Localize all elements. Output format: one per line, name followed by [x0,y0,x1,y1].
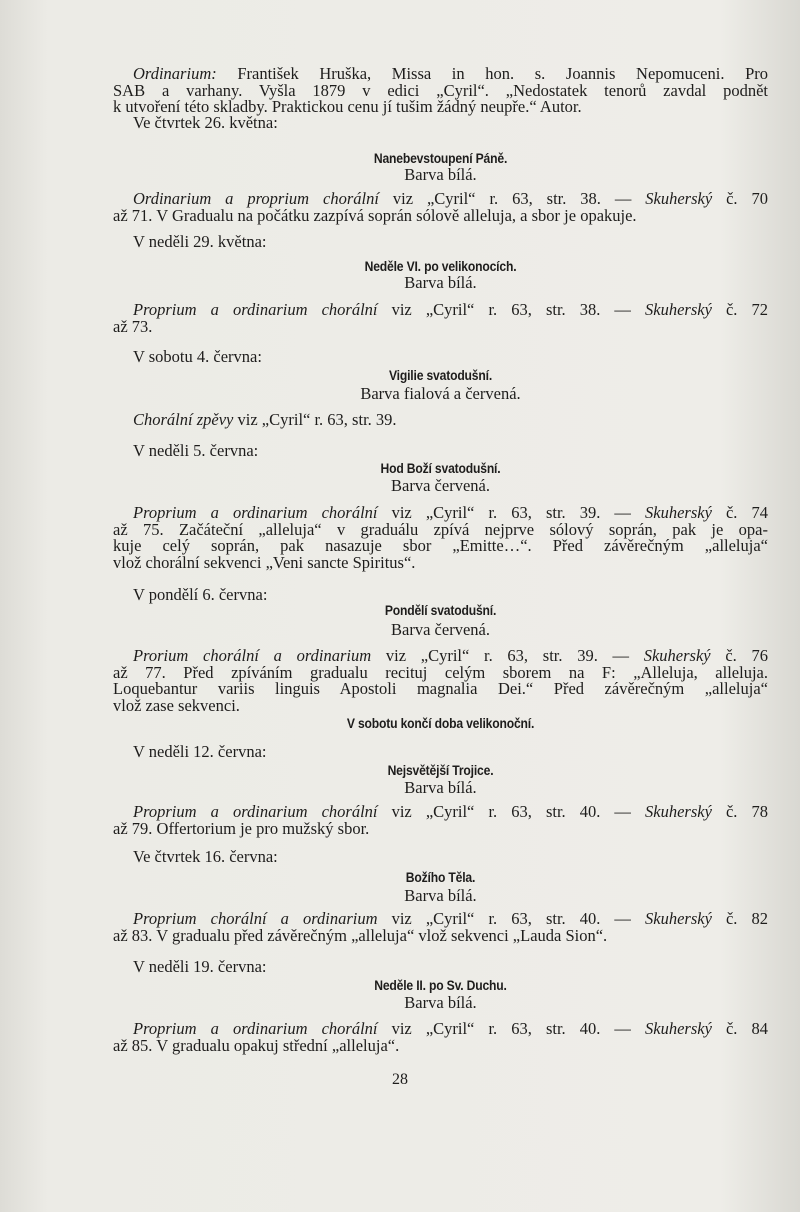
text: Božího Těla. [405,870,476,885]
text: Barva bílá. [404,886,477,905]
text-line [113,780,768,797]
text-line [113,386,768,403]
page-number: 28 [392,1071,408,1088]
text: V neděli 29. května: [133,232,267,251]
liturgical-color [113,386,768,403]
date-line [113,587,768,604]
paragraph [113,804,768,837]
text: až 75. Začáteční „alleluja“ v graduálu zpívá nejprve sólový soprán, pak je opa- [113,519,768,539]
text-line [113,443,768,460]
italic-text: Ordinarium a proprium chorální [133,189,379,208]
text-line [113,167,768,184]
text-line [113,275,768,292]
text: V neděli 5. června: [133,441,259,460]
text: č. 70 [712,189,768,208]
italic-text: Skuherský [645,1019,712,1038]
paragraph [113,505,768,571]
text: až 73. [113,316,153,336]
text-line [113,349,768,366]
text-line [146,870,736,887]
text: Neděle II. po Sv. Duchu. [374,978,507,993]
italic-text: Proprium chorální a ordinarium [133,909,378,928]
italic-text: Proprium a ordinarium chorální [133,300,378,319]
text: František Hruška, Missa in hon. s. Joannis Nepomuceni. Pro [216,64,768,83]
text-line [146,603,736,620]
date-line [113,349,768,366]
text-line [113,744,768,761]
text-line [113,316,768,336]
text: Barva bílá. [404,993,477,1012]
feast-heading [113,870,768,887]
italic-text: Prorium chorální a ordinarium [133,646,372,665]
text-line [113,1035,768,1055]
italic-text: Skuherský [645,300,712,319]
italic-text: Skuherský [645,503,712,522]
feast-heading [113,368,768,385]
paragraph [113,648,768,714]
text: až 79. Offertorium je pro mužský sbor. [113,818,370,838]
text-line [113,995,768,1012]
text: Nejsvětější Trojice. [387,763,494,778]
paragraph [113,412,768,429]
text: viz „Cyril“ r. 63, str. 40. — [377,1019,645,1038]
text: Barva bílá. [404,778,477,797]
text-line [146,716,736,733]
text-line [113,205,768,225]
text-line [113,302,768,319]
liturgical-color [113,167,768,184]
italic-text: Ordinarium: [133,64,217,83]
paragraph [113,302,768,335]
text-line [113,925,768,945]
text: Ve čtvrtek 16. června: [133,847,278,866]
text: viz „Cyril“ r. 63, str. 40. — [377,802,645,821]
text-line [113,412,768,429]
text: vlož chorální sekvenci „Veni sancte Spiritus“. [113,552,416,572]
text: V neděli 19. června: [133,957,267,976]
text: viz „Cyril“ r. 63, str. 39. — [371,646,644,665]
text: viz „Cyril“ r. 63, str. 38. — [378,189,646,208]
text-line [113,849,768,866]
text: viz „Cyril“ r. 63, str. 39. [233,410,397,429]
text: V sobotu 4. června: [133,347,262,366]
paragraph [113,191,768,224]
italic-text: Skuherský [645,189,713,208]
text: až 77. Před zpíváním gradualu recituj celým sborem na F: „Alleluja, alleluja. [113,662,768,682]
text: viz „Cyril“ r. 63, str. 39. — [377,503,645,522]
text-line [113,888,768,905]
text: až 83. V gradualu před závěrečným „alleluja“ vlož sekvenci „Lauda Sion“. [113,925,608,945]
text: Hod Boží svatodušní. [380,461,501,476]
date-line [113,115,768,132]
text: Barva fialová a červená. [360,384,521,403]
text: V neděli 12. června: [133,742,267,761]
date-line [113,744,768,761]
italic-text: Chorální zpěvy [133,410,234,429]
text: Barva bílá. [404,165,477,184]
text: až 71. V Gradualu na počátku zazpívá soprán sólově alleluja, a sbor je opakuje. [113,205,637,225]
italic-text: Proprium a ordinarium chorální [133,503,378,522]
text: Vigilie svatodušní. [388,368,493,383]
text-line [113,478,768,495]
text: Barva červená. [391,476,490,495]
text: až 85. V gradualu opakuj střední „alleluja“. [113,1035,400,1055]
text: č. 74 [711,503,768,522]
text: V sobotu končí doba velikonoční. [346,716,535,731]
text-line [113,587,768,604]
text-line [113,818,768,838]
date-line [113,443,768,460]
text: Barva červená. [391,620,490,639]
paragraph [113,911,768,944]
text: Ve čtvrtek 26. května: [133,113,278,132]
text: k utvoření této skladby. Praktickou cenu jí tušim žádný neupře.“ Autor. [113,97,582,116]
text: vlož zase sekvenci. [113,695,240,715]
italic-text: Skuherský [645,802,712,821]
liturgical-color [113,995,768,1012]
feast-heading [113,603,768,620]
text-line [113,552,768,572]
text: Neděle VI. po velikonocích. [364,259,517,274]
italic-text: Proprium a ordinarium chorální [133,1019,378,1038]
date-line [113,959,768,976]
text: č. 76 [710,646,768,665]
liturgical-color [113,275,768,292]
text: SAB a varhany. Vyšla 1879 v edici „Cyril“. „Nedostatek tenorů zavdal podnět [113,80,768,100]
liturgical-color [113,478,768,495]
italic-text: Skuherský [645,909,712,928]
text-line [113,115,768,132]
text: č. 84 [711,1019,768,1038]
date-line [113,849,768,866]
text: viz „Cyril“ r. 63, str. 40. — [377,909,645,928]
text: Pondělí svatodušní. [384,603,497,618]
text: Barva bílá. [404,273,477,292]
text: č. 78 [711,802,768,821]
text: V pondělí 6. června: [133,585,268,604]
text: viz „Cyril“ r. 63, str. 38. — [377,300,645,319]
liturgical-color [113,888,768,905]
feast-heading [113,716,768,733]
text-line [146,368,736,385]
text: kuje celý soprán, pak nasazuje sbor „Emitte…“. Před závěrečným „alleluja“ [113,536,768,555]
text-line [113,959,768,976]
text-line [113,695,768,715]
text-line [113,234,768,251]
text: č. 82 [711,909,768,928]
paragraph [113,1021,768,1054]
date-line [113,234,768,251]
italic-text: Skuherský [643,646,711,665]
italic-text: Proprium a ordinarium chorální [133,802,378,821]
text: Loquebantur variis linguis Apostoli magnalia Dei.“ Před závěrečným „alleluja“ [113,679,768,698]
text: č. 72 [711,300,768,319]
paragraph [113,66,768,116]
text-line [113,622,768,639]
liturgical-color [113,622,768,639]
text: Nanebevstoupení Páně. [373,151,508,166]
liturgical-color [113,780,768,797]
